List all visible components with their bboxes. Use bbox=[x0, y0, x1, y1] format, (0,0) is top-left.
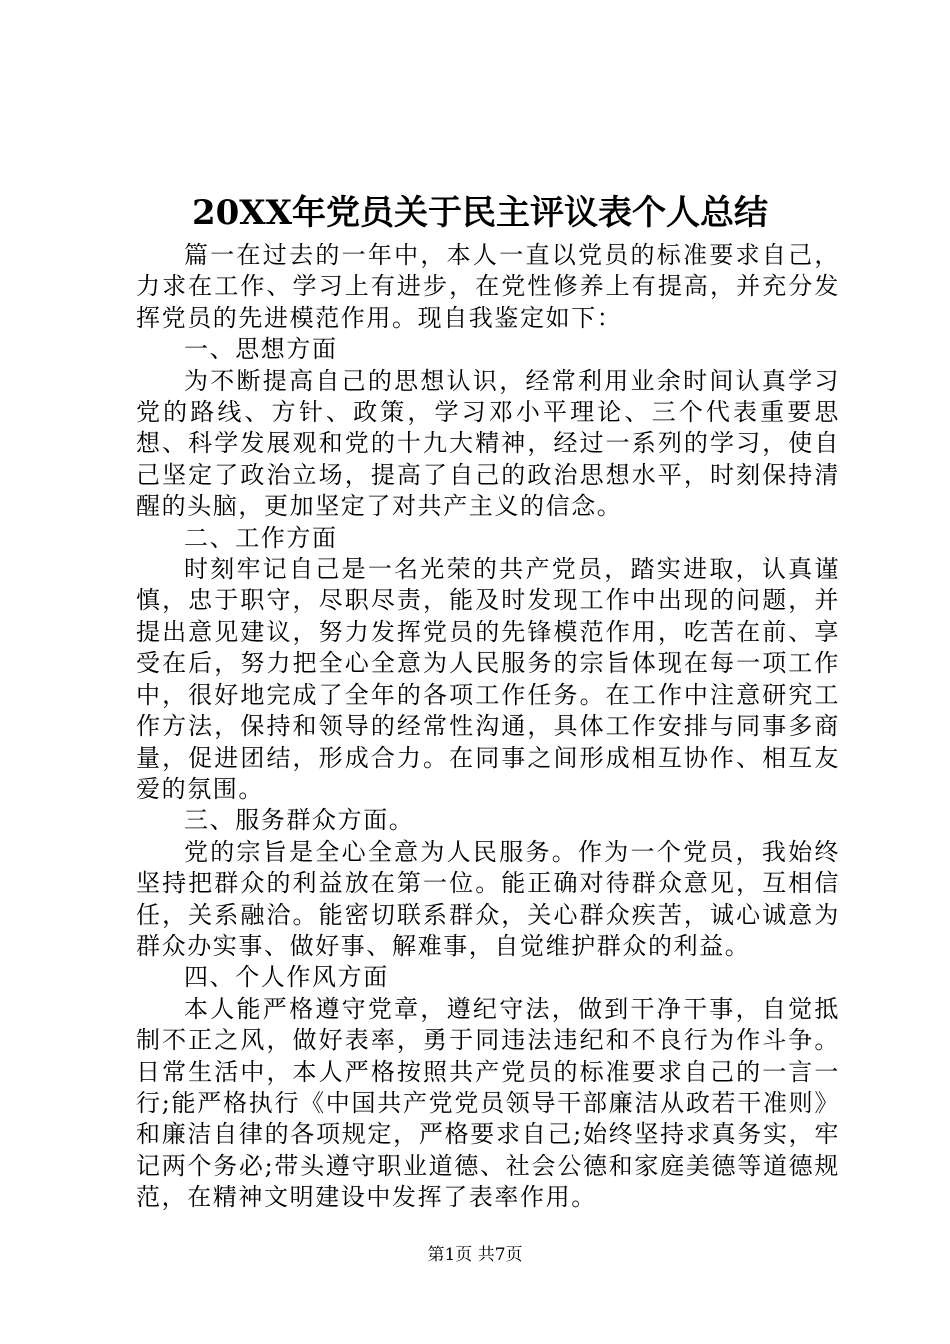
section-heading-service: 三、服务群众方面。 bbox=[184, 806, 415, 835]
section-heading-conduct: 四、个人作风方面 bbox=[184, 963, 389, 992]
document-title: 20XX年党员关于民主评议表个人总结 bbox=[191, 193, 769, 233]
section-heading-thought: 一、思想方面 bbox=[184, 335, 338, 364]
paragraph-thought: 为不断提高自己的思想认识，经常利用业余时间认真学习党的路线、方针、政策，学习邓小平理论、三个代表重要思想、科学发展观和党的十九大精神，经过一系列的学习，使自己坚定了政治立场，提高了自己的政治思想水平，时刻保持清醒的头脑，更加坚定了对共产主义的信念。 bbox=[136, 366, 840, 521]
paragraph-intro: 篇一在过去的一年中，本人一直以党员的标准要求自己，力求在工作、学习上有进步，在党性修养上有提高，并充分发挥党员的先进模范作用。现自我鉴定如下： bbox=[136, 241, 840, 332]
page-footer: 第1页 共7页 bbox=[427, 1245, 523, 1265]
paragraph-service: 党的宗旨是全心全意为人民服务。作为一个党员，我始终坚持把群众的利益放在第一位。能正确对待群众意见，互相信任，关系融洽。能密切联系群众，关心群众疾苦，诚心诚意为群众办实事、做好事、解难事，自觉维护群众的利益。 bbox=[136, 837, 840, 960]
section-heading-work: 二、工作方面 bbox=[184, 523, 338, 552]
document-body bbox=[136, 240, 840, 1214]
paragraph-conduct: 本人能严格遵守党章，遵纪守法，做到干净干事，自觉抵制不正之风，做好表率，勇于同违法违纪和不良行为作斗争。日常生活中，本人严格按照共产党员的标准要求自己的一言一行;能严格执行《中国共产党党员领导干部廉洁从政若干准则》和廉洁自律的各项规定，严格要求自己;始终坚持求真务实，牢记两个务必;带头遵守职业道德、社会公德和家庭美德等道德规范，在精神文明建设中发挥了表率作用。 bbox=[136, 994, 840, 1212]
paragraph-work: 时刻牢记自己是一名光荣的共产党员，踏实进取，认真谨慎，忠于职守，尽职尽责，能及时发现工作中出现的问题，并提出意见建议，努力发挥党员的先锋模范作用，吃苦在前、享受在后，努力把全心全意为人民服务的宗旨体现在每一项工作中，很好地完成了全年的各项工作任务。在工作中注意研究工作方法，保持和领导的经常性沟通，具体工作安排与同事多商量，促进团结，形成合力。在同事之间形成相互协作、相互友爱的氛围。 bbox=[136, 555, 840, 803]
